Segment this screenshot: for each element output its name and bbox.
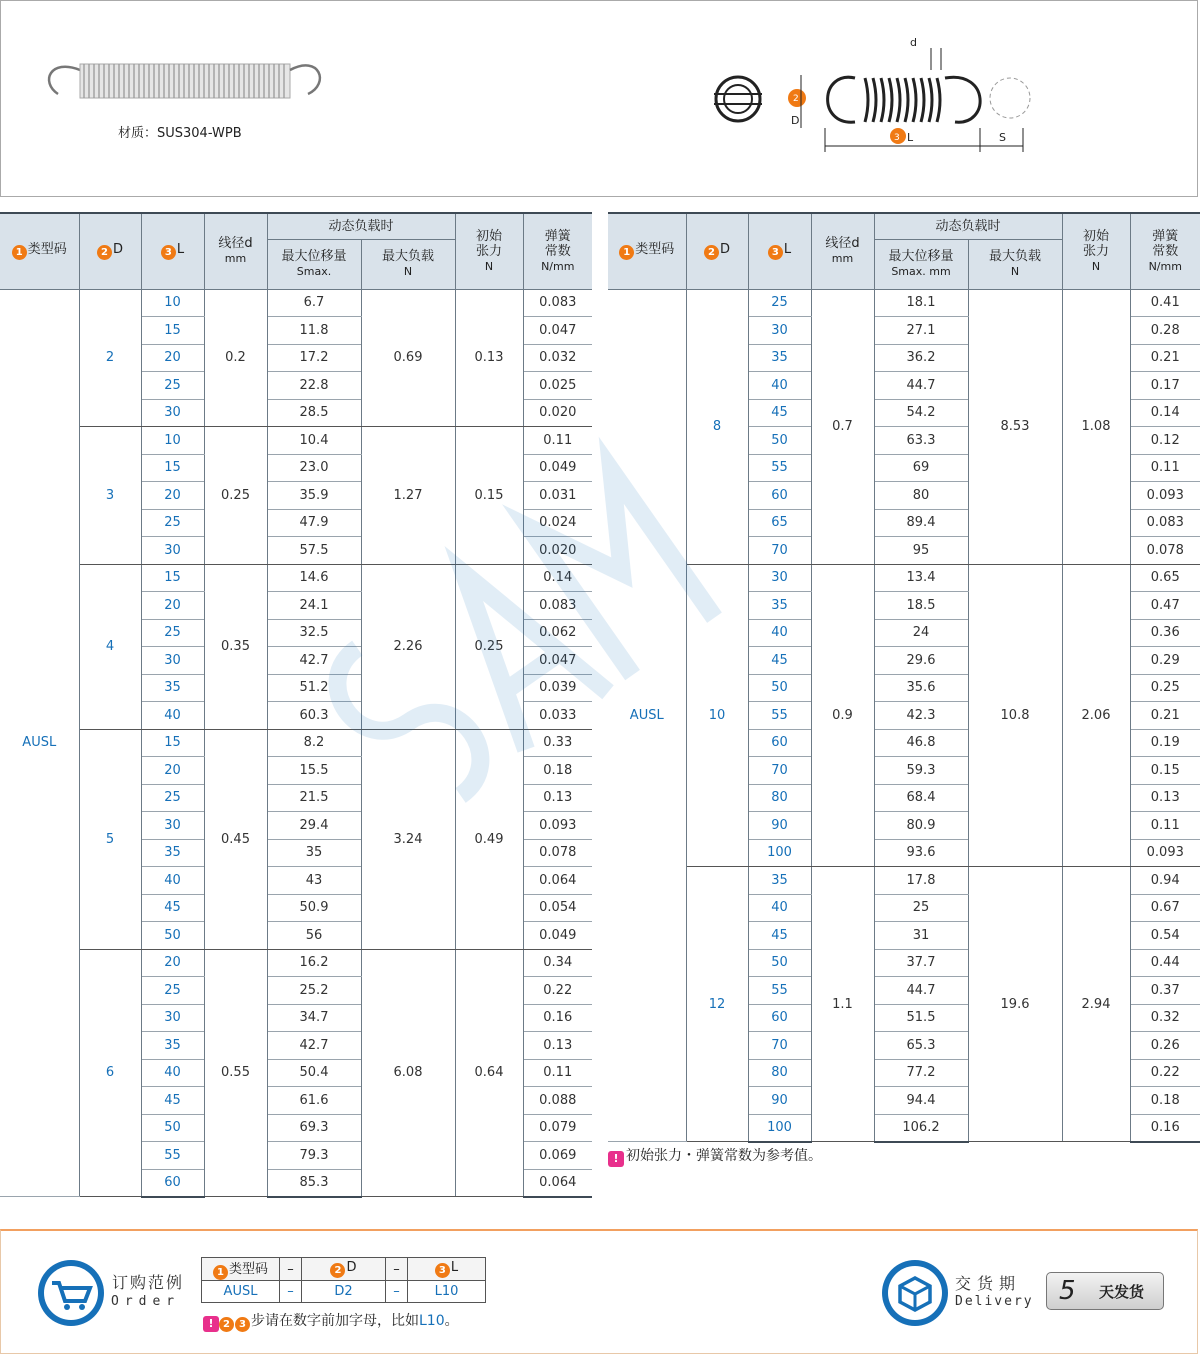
col-maxload: 最大负载 N (361, 239, 455, 289)
spring-constant-cell: 0.67 (1130, 894, 1200, 922)
smax-cell: 44.7 (874, 977, 968, 1005)
L-cell: 20 (141, 757, 204, 785)
D-cell: 5 (79, 729, 141, 949)
max-load-cell: 10.8 (968, 564, 1062, 867)
spring-constant-cell: 0.11 (523, 1059, 592, 1087)
smax-cell: 89.4 (874, 509, 968, 537)
smax-cell: 35.9 (267, 482, 361, 510)
L-cell: 15 (141, 729, 204, 757)
smax-cell: 13.4 (874, 564, 968, 592)
smax-cell: 24 (874, 619, 968, 647)
smax-cell: 56 (267, 922, 361, 950)
spring-constant-cell: 0.18 (523, 757, 592, 785)
spring-constant-cell: 0.093 (523, 812, 592, 840)
smax-cell: 59.3 (874, 757, 968, 785)
spring-constant-cell: 0.22 (1130, 1059, 1200, 1087)
smax-cell: 31 (874, 922, 968, 950)
spring-dimension-diagram (705, 30, 1045, 160)
L-cell: 55 (748, 702, 811, 730)
spring-constant-cell: 0.54 (1130, 922, 1200, 950)
table-row (0, 729, 592, 757)
smax-cell: 106.2 (874, 1114, 968, 1142)
wire-diameter-cell: 0.35 (204, 564, 267, 729)
L-cell: 30 (141, 647, 204, 675)
L-cell: 80 (748, 784, 811, 812)
spring-constant-cell: 0.032 (523, 344, 592, 372)
spring-constant-cell: 0.94 (1130, 867, 1200, 895)
col-wire: 线径d mm (811, 213, 874, 289)
smax-cell: 21.5 (267, 784, 361, 812)
smax-cell: 50.9 (267, 894, 361, 922)
spec-table-left (0, 212, 592, 1198)
smax-cell: 51.2 (267, 674, 361, 702)
col-dynamic: 动态负载时 (874, 213, 1062, 239)
spring-constant-cell: 0.65 (1130, 564, 1200, 592)
L-cell: 40 (141, 702, 204, 730)
initial-tension-cell: 1.08 (1062, 289, 1130, 564)
L-cell: 60 (748, 1004, 811, 1032)
reference-note: ! 初始张力・弹簧常数为参考值。 (608, 1145, 822, 1167)
L-cell: 35 (748, 344, 811, 372)
L-cell: 10 (141, 427, 204, 455)
L-cell: 60 (141, 1169, 204, 1197)
L-cell: 50 (748, 674, 811, 702)
spring-constant-cell: 0.062 (523, 619, 592, 647)
delivery-label: 天发货 (1099, 1282, 1145, 1301)
spring-constant-cell: 0.29 (1130, 647, 1200, 675)
initial-tension-cell: 0.49 (455, 729, 523, 949)
L-cell: 15 (141, 454, 204, 482)
spring-constant-cell: 0.024 (523, 509, 592, 537)
D-cell: 3 (79, 427, 141, 565)
smax-cell: 35 (267, 839, 361, 867)
smax-cell: 36.2 (874, 344, 968, 372)
order-example-table: 1 类型码 – 2 D – 3 L AUSL – D2 – L10 (201, 1257, 486, 1303)
smax-cell: 42.3 (874, 702, 968, 730)
smax-cell: 68.4 (874, 784, 968, 812)
spring-constant-cell: 0.093 (1130, 482, 1200, 510)
initial-tension-cell: 0.25 (455, 564, 523, 729)
spring-constant-cell: 0.16 (1130, 1114, 1200, 1142)
spring-constant-cell: 0.031 (523, 482, 592, 510)
order-subtitle: Order (111, 1294, 181, 1309)
col-init-tension: 初始 张力 N (455, 213, 523, 289)
spring-constant-cell: 0.033 (523, 702, 592, 730)
smax-cell: 34.7 (267, 1004, 361, 1032)
L-cell: 50 (141, 1114, 204, 1142)
smax-cell: 25 (874, 894, 968, 922)
smax-cell: 51.5 (874, 1004, 968, 1032)
smax-cell: 57.5 (267, 537, 361, 565)
spring-constant-cell: 0.11 (523, 427, 592, 455)
col-D: 2 D (79, 213, 141, 289)
diagram-label-S: S (999, 131, 1006, 144)
L-cell: 25 (141, 372, 204, 400)
spring-constant-cell: 0.083 (523, 289, 592, 317)
smax-cell: 29.6 (874, 647, 968, 675)
smax-cell: 93.6 (874, 839, 968, 867)
initial-tension-cell: 0.64 (455, 949, 523, 1197)
L-cell: 20 (141, 949, 204, 977)
spring-constant-cell: 0.41 (1130, 289, 1200, 317)
delivery-box-icon (880, 1258, 950, 1328)
diagram-label-L: L (907, 131, 914, 144)
L-cell: 30 (141, 812, 204, 840)
col-L: 3 L (141, 213, 204, 289)
smax-cell: 69.3 (267, 1114, 361, 1142)
spring-constant-cell: 0.064 (523, 867, 592, 895)
order-title: 订购范例 (112, 1273, 185, 1292)
smax-cell: 22.8 (267, 372, 361, 400)
spring-constant-cell: 0.054 (523, 894, 592, 922)
L-cell: 65 (748, 509, 811, 537)
wire-diameter-cell: 0.25 (204, 427, 267, 565)
D-cell: 12 (686, 867, 748, 1142)
D-cell: 6 (79, 949, 141, 1197)
smax-cell: 14.6 (267, 564, 361, 592)
smax-cell: 50.4 (267, 1059, 361, 1087)
initial-tension-cell: 2.06 (1062, 564, 1130, 867)
shopping-cart-icon (36, 1258, 106, 1328)
spring-constant-cell: 0.14 (523, 564, 592, 592)
smax-cell: 16.2 (267, 949, 361, 977)
smax-cell: 11.8 (267, 317, 361, 345)
spring-constant-cell: 0.26 (1130, 1032, 1200, 1060)
smax-cell: 43 (267, 867, 361, 895)
smax-cell: 69 (874, 454, 968, 482)
warning-icon: ! (608, 1151, 624, 1167)
L-cell: 100 (748, 1114, 811, 1142)
L-cell: 50 (748, 427, 811, 455)
L-cell: 20 (141, 344, 204, 372)
D-cell: 8 (686, 289, 748, 564)
spring-constant-cell: 0.21 (1130, 702, 1200, 730)
spring-constant-cell: 0.020 (523, 537, 592, 565)
spring-constant-cell: 0.047 (523, 647, 592, 675)
L-cell: 55 (141, 1142, 204, 1170)
L-cell: 100 (748, 839, 811, 867)
smax-cell: 65.3 (874, 1032, 968, 1060)
table-row (0, 949, 592, 977)
smax-cell: 63.3 (874, 427, 968, 455)
L-cell: 90 (748, 1087, 811, 1115)
spring-constant-cell: 0.33 (523, 729, 592, 757)
table-row (608, 289, 1200, 317)
smax-cell: 15.5 (267, 757, 361, 785)
spring-constant-cell: 0.039 (523, 674, 592, 702)
smax-cell: 42.7 (267, 647, 361, 675)
smax-cell: 47.9 (267, 509, 361, 537)
L-cell: 70 (748, 537, 811, 565)
L-cell: 55 (748, 454, 811, 482)
spring-constant-cell: 0.064 (523, 1169, 592, 1197)
L-cell: 35 (748, 867, 811, 895)
L-cell: 50 (141, 922, 204, 950)
col-type: 1 类型码 (0, 213, 79, 289)
smax-cell: 54.2 (874, 399, 968, 427)
smax-cell: 25.2 (267, 977, 361, 1005)
L-cell: 25 (748, 289, 811, 317)
spring-constant-cell: 0.13 (1130, 784, 1200, 812)
smax-cell: 37.7 (874, 949, 968, 977)
spring-constant-cell: 0.13 (523, 784, 592, 812)
max-load-cell: 0.69 (361, 289, 455, 427)
spring-constant-cell: 0.093 (1130, 839, 1200, 867)
smax-cell: 32.5 (267, 619, 361, 647)
spring-constant-cell: 0.34 (523, 949, 592, 977)
type-code-cell: AUSL (0, 289, 79, 1197)
L-cell: 40 (748, 619, 811, 647)
spring-constant-cell: 0.44 (1130, 949, 1200, 977)
spring-constant-cell: 0.078 (1130, 537, 1200, 565)
col-D: 2 D (686, 213, 748, 289)
diagram-label-D: D (791, 114, 800, 127)
L-cell: 90 (748, 812, 811, 840)
col-spring-const: 弹簧 常数 N/mm (523, 213, 592, 289)
spring-constant-cell: 0.16 (523, 1004, 592, 1032)
table-row (0, 289, 592, 317)
smax-cell: 18.5 (874, 592, 968, 620)
L-cell: 40 (141, 867, 204, 895)
smax-cell: 18.1 (874, 289, 968, 317)
L-cell: 35 (748, 592, 811, 620)
spec-table-right (608, 212, 1200, 1143)
spring-constant-cell: 0.17 (1130, 372, 1200, 400)
L-cell: 40 (748, 894, 811, 922)
smax-cell: 44.7 (874, 372, 968, 400)
smax-cell: 60.3 (267, 702, 361, 730)
smax-cell: 17.2 (267, 344, 361, 372)
L-cell: 30 (141, 537, 204, 565)
max-load-cell: 8.53 (968, 289, 1062, 564)
L-cell: 15 (141, 317, 204, 345)
L-cell: 60 (748, 729, 811, 757)
spring-constant-cell: 0.083 (1130, 509, 1200, 537)
smax-cell: 35.6 (874, 674, 968, 702)
col-maxload: 最大负载 N (968, 239, 1062, 289)
spring-constant-cell: 0.069 (523, 1142, 592, 1170)
spring-constant-cell: 0.21 (1130, 344, 1200, 372)
L-cell: 25 (141, 977, 204, 1005)
spring-constant-cell: 0.25 (1130, 674, 1200, 702)
spring-constant-cell: 0.020 (523, 399, 592, 427)
smax-cell: 42.7 (267, 1032, 361, 1060)
L-cell: 55 (748, 977, 811, 1005)
smax-cell: 61.6 (267, 1087, 361, 1115)
type-code-cell: AUSL (608, 289, 686, 1142)
diagram-num-3: 3 (894, 133, 900, 143)
table-row (0, 427, 592, 455)
L-cell: 40 (748, 372, 811, 400)
delivery-subtitle: Delivery (955, 1294, 1034, 1309)
L-cell: 30 (141, 399, 204, 427)
delivery-days-badge (1046, 1272, 1164, 1310)
spring-constant-cell: 0.19 (1130, 729, 1200, 757)
D-cell: 10 (686, 564, 748, 867)
smax-cell: 80.9 (874, 812, 968, 840)
spring-constant-cell: 0.078 (523, 839, 592, 867)
spring-constant-cell: 0.11 (1130, 812, 1200, 840)
L-cell: 50 (748, 949, 811, 977)
smax-cell: 95 (874, 537, 968, 565)
wire-diameter-cell: 0.2 (204, 289, 267, 427)
initial-tension-cell: 0.15 (455, 427, 523, 565)
L-cell: 25 (141, 784, 204, 812)
L-cell: 30 (748, 564, 811, 592)
spring-constant-cell: 0.15 (1130, 757, 1200, 785)
wire-diameter-cell: 0.55 (204, 949, 267, 1197)
col-wire: 线径d mm (204, 213, 267, 289)
spring-constant-cell: 0.13 (523, 1032, 592, 1060)
smax-cell: 17.8 (874, 867, 968, 895)
material-label: 材质：SUS304-WPB (118, 126, 242, 141)
L-cell: 70 (748, 757, 811, 785)
spring-constant-cell: 0.32 (1130, 1004, 1200, 1032)
spring-photo (40, 52, 330, 112)
spring-constant-cell: 0.36 (1130, 619, 1200, 647)
spring-constant-cell: 0.049 (523, 454, 592, 482)
D-cell: 4 (79, 564, 141, 729)
max-load-cell: 2.26 (361, 564, 455, 729)
spring-constant-cell: 0.14 (1130, 399, 1200, 427)
smax-cell: 23.0 (267, 454, 361, 482)
col-init-tension: 初始 张力 N (1062, 213, 1130, 289)
delivery-title: 交货期 (955, 1274, 1022, 1293)
L-cell: 60 (748, 482, 811, 510)
L-cell: 45 (141, 1087, 204, 1115)
wire-diameter-cell: 0.7 (811, 289, 874, 564)
L-cell: 45 (748, 399, 811, 427)
smax-cell: 27.1 (874, 317, 968, 345)
L-cell: 30 (748, 317, 811, 345)
smax-cell: 77.2 (874, 1059, 968, 1087)
smax-cell: 29.4 (267, 812, 361, 840)
spring-constant-cell: 0.079 (523, 1114, 592, 1142)
spring-constant-cell: 0.12 (1130, 427, 1200, 455)
max-load-cell: 3.24 (361, 729, 455, 949)
spring-constant-cell: 0.083 (523, 592, 592, 620)
max-load-cell: 6.08 (361, 949, 455, 1197)
smax-cell: 10.4 (267, 427, 361, 455)
D-cell: 2 (79, 289, 141, 427)
spring-constant-cell: 0.22 (523, 977, 592, 1005)
col-smax: 最大位移量 Smax. mm (874, 239, 968, 289)
table-row (608, 867, 1200, 895)
L-cell: 70 (748, 1032, 811, 1060)
col-dynamic: 动态负载时 (267, 213, 455, 239)
spring-constant-cell: 0.047 (523, 317, 592, 345)
wire-diameter-cell: 0.9 (811, 564, 874, 867)
L-cell: 20 (141, 592, 204, 620)
table-row (608, 564, 1200, 592)
spring-constant-cell: 0.47 (1130, 592, 1200, 620)
L-cell: 40 (141, 1059, 204, 1087)
spring-constant-cell: 0.11 (1130, 454, 1200, 482)
col-L: 3 L (748, 213, 811, 289)
smax-cell: 24.1 (267, 592, 361, 620)
smax-cell: 28.5 (267, 399, 361, 427)
smax-cell: 80 (874, 482, 968, 510)
L-cell: 35 (141, 839, 204, 867)
wire-diameter-cell: 1.1 (811, 867, 874, 1142)
spring-constant-cell: 0.049 (523, 922, 592, 950)
spring-constant-cell: 0.37 (1130, 977, 1200, 1005)
order-note: ! 2 3 步请在数字前加字母，比如L10。 (203, 1310, 459, 1332)
L-cell: 45 (748, 922, 811, 950)
wire-diameter-cell: 0.45 (204, 729, 267, 949)
smax-cell: 8.2 (267, 729, 361, 757)
L-cell: 25 (141, 509, 204, 537)
table-row (0, 564, 592, 592)
delivery-days: 5 (1059, 1276, 1076, 1306)
L-cell: 80 (748, 1059, 811, 1087)
diagram-label-d: d (910, 36, 917, 49)
L-cell: 35 (141, 674, 204, 702)
max-load-cell: 1.27 (361, 427, 455, 565)
spring-constant-cell: 0.025 (523, 372, 592, 400)
L-cell: 10 (141, 289, 204, 317)
col-type: 1 类型码 (608, 213, 686, 289)
diagram-num-2: 2 (793, 94, 799, 104)
L-cell: 45 (748, 647, 811, 675)
L-cell: 30 (141, 1004, 204, 1032)
spring-constant-cell: 0.18 (1130, 1087, 1200, 1115)
spring-constant-cell: 0.088 (523, 1087, 592, 1115)
initial-tension-cell: 2.94 (1062, 867, 1130, 1142)
col-smax: 最大位移量 Smax. (267, 239, 361, 289)
L-cell: 25 (141, 619, 204, 647)
spring-constant-cell: 0.28 (1130, 317, 1200, 345)
L-cell: 45 (141, 894, 204, 922)
L-cell: 35 (141, 1032, 204, 1060)
smax-cell: 46.8 (874, 729, 968, 757)
smax-cell: 94.4 (874, 1087, 968, 1115)
L-cell: 15 (141, 564, 204, 592)
max-load-cell: 19.6 (968, 867, 1062, 1142)
smax-cell: 79.3 (267, 1142, 361, 1170)
L-cell: 20 (141, 482, 204, 510)
smax-cell: 85.3 (267, 1169, 361, 1197)
initial-tension-cell: 0.13 (455, 289, 523, 427)
col-spring-const: 弹簧 常数 N/mm (1130, 213, 1200, 289)
smax-cell: 6.7 (267, 289, 361, 317)
